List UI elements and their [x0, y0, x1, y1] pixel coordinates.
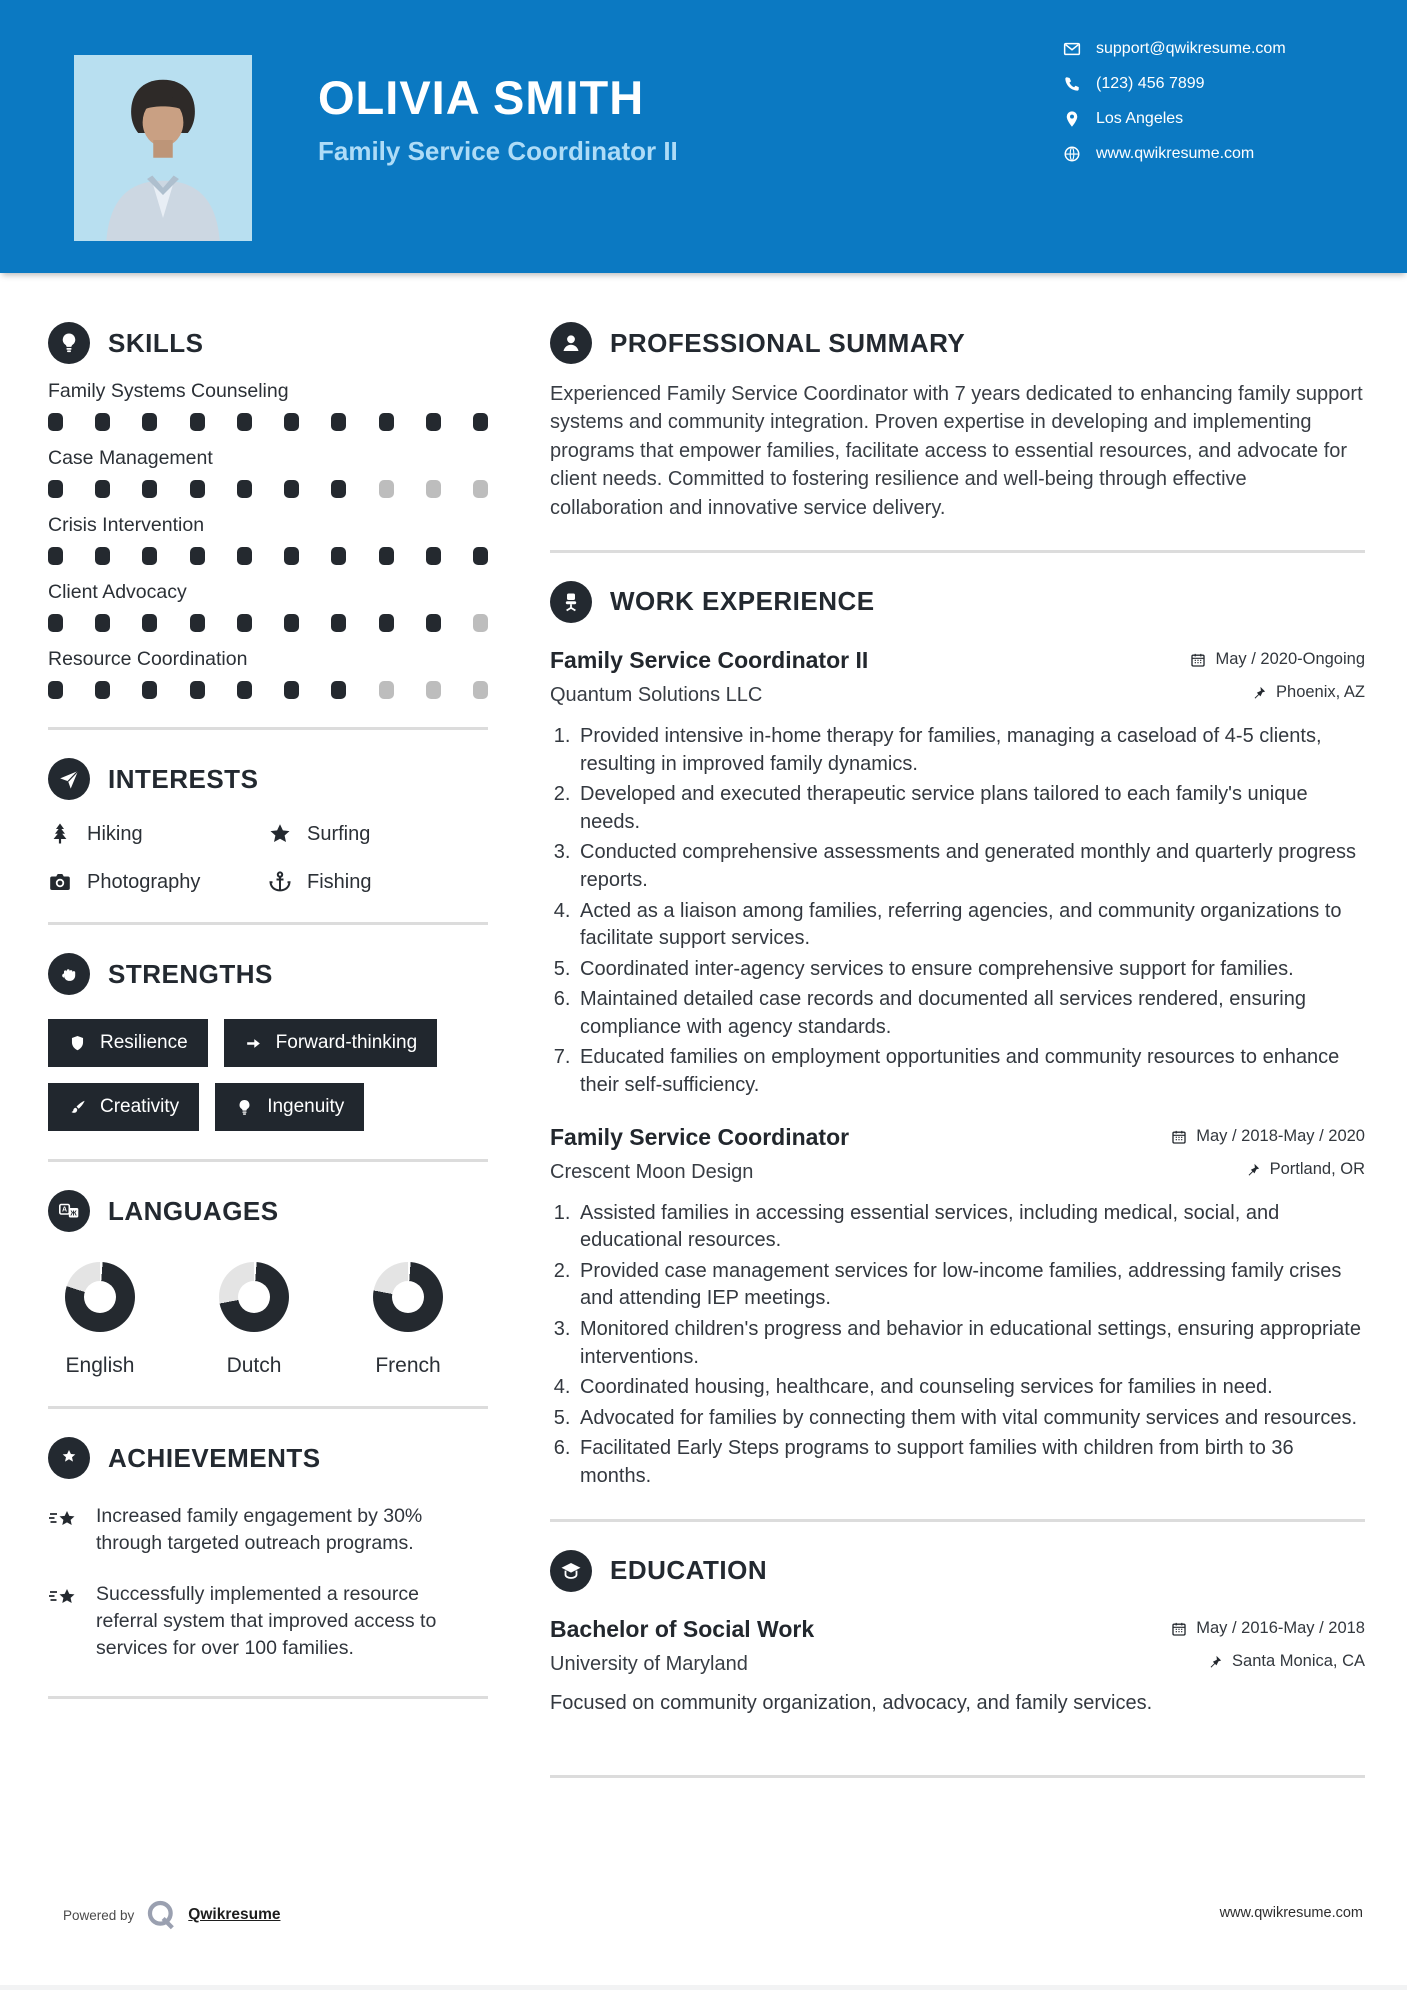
skill-dot — [331, 480, 346, 498]
contact-text: (123) 456 7899 — [1096, 75, 1205, 92]
divider — [550, 1775, 1365, 1778]
skill-dot — [190, 413, 205, 431]
divider — [48, 1696, 488, 1699]
job-header — [550, 647, 1365, 674]
strength-label: Forward-thinking — [275, 1032, 418, 1053]
graduation-cap-icon — [550, 1550, 592, 1592]
strength-chip — [48, 1083, 199, 1131]
lightbulb-icon — [235, 1098, 254, 1117]
powered-by-label: Powered by — [63, 1907, 135, 1923]
interests-grid — [48, 822, 488, 894]
skills-heading: SKILLS — [108, 327, 204, 358]
education-heading: EDUCATION — [610, 1555, 768, 1586]
globe-icon — [1063, 145, 1081, 163]
skill-dot — [48, 614, 63, 632]
strengths-heading: STRENGTHS — [108, 958, 273, 989]
skill-label: Resource Coordination — [48, 648, 248, 670]
page-bottom-edge — [0, 1985, 1407, 1990]
interest-label: Hiking — [87, 822, 143, 845]
interests-section-header — [48, 758, 488, 800]
language-donut — [373, 1262, 443, 1332]
contact-row — [1063, 75, 1286, 93]
envelope-icon — [1063, 40, 1081, 58]
calendar-icon — [1171, 1129, 1187, 1145]
skill-row — [48, 648, 488, 699]
experience-section-header — [550, 581, 1365, 623]
interest-item — [48, 822, 268, 846]
school-name: University of Maryland — [550, 1652, 748, 1675]
divider — [48, 1159, 488, 1162]
qwikresume-link[interactable]: Qwikresume — [188, 1906, 281, 1923]
skill-dot — [190, 480, 205, 498]
job-bullet: 4. Coordinated housing, healthcare, and counseling services for families in need. — [576, 1374, 1365, 1402]
summary-section-header — [550, 322, 1365, 364]
achievement-text: Increased family engagement by 30% through targeted outreach programs. — [96, 1505, 423, 1554]
q-logo-icon — [144, 1898, 178, 1932]
skill-dot — [95, 480, 110, 498]
skill-dot — [142, 614, 157, 632]
job-location — [1251, 683, 1365, 702]
fist-icon — [48, 953, 90, 995]
paintbrush-icon — [68, 1098, 87, 1117]
language-item — [202, 1262, 306, 1378]
interests-heading: INTERESTS — [108, 763, 259, 794]
skill-dot — [48, 413, 63, 431]
contact-row — [1063, 40, 1286, 58]
job-bullet: 3. Conducted comprehensive assessments and generated monthly and quarterly progress reports. — [576, 839, 1365, 894]
profile-photo — [74, 55, 252, 241]
interest-label: Surfing — [307, 822, 371, 845]
job-location — [1245, 1160, 1365, 1179]
job-bullet: 1. Provided intensive in-home therapy for families, managing a caseload of 4-5 clients, resulting in improved family dynamics. — [576, 723, 1365, 778]
contact-row — [1063, 110, 1286, 128]
divider — [48, 1406, 488, 1409]
interest-item — [268, 870, 488, 894]
job-company-row — [550, 674, 1365, 707]
job-bullet: 2. Provided case management services for low-income families, addressing family crises and attending IEP meetings. — [576, 1258, 1365, 1313]
contact-list — [1063, 40, 1286, 180]
job-dates — [1171, 1127, 1365, 1146]
summary-text: Experienced Family Service Coordinator with 7 years dedicated to enhancing family support systems and community integration. Proven expertise in developing and implementing programs that empower families, facilitate access to essential resources, and advocate for client needs. Committed to fostering resilience and well-being through effective collaboration and innovative service delivery. — [550, 383, 1363, 519]
phone-icon — [1063, 75, 1081, 93]
skill-dots — [48, 480, 488, 498]
skill-dot — [331, 413, 346, 431]
achievements-list — [48, 1503, 488, 1662]
job-header — [550, 1124, 1365, 1151]
summary-heading: PROFESSIONAL SUMMARY — [610, 327, 966, 358]
skill-dot — [237, 547, 252, 565]
job-bullets — [550, 1200, 1365, 1491]
skill-dot — [473, 413, 488, 431]
job-bullet: 5. Advocated for families by connecting them with vital community services and resources. — [576, 1405, 1365, 1433]
interest-item — [48, 870, 268, 894]
language-label: English — [65, 1354, 135, 1377]
skill-dot — [284, 413, 299, 431]
skill-dot — [95, 413, 110, 431]
skill-dots — [48, 413, 488, 431]
job-title: Family Service Coordinator II — [550, 646, 869, 673]
skill-row — [48, 581, 488, 632]
skill-dot — [426, 681, 441, 699]
job-location-text: Phoenix, AZ — [1276, 683, 1365, 702]
shield-icon — [68, 1034, 87, 1053]
divider — [550, 550, 1365, 553]
skill-dot — [48, 681, 63, 699]
right-column — [550, 316, 1365, 1806]
pushpin-icon — [1207, 1654, 1223, 1670]
language-donut — [65, 1262, 135, 1332]
skill-dot — [284, 547, 299, 565]
skill-label: Case Management — [48, 447, 213, 469]
tree-icon — [48, 822, 72, 846]
strengths-section-header — [48, 953, 488, 995]
skill-dot — [426, 547, 441, 565]
education-dates: May / 2016-May / 2018 — [1171, 1619, 1365, 1638]
achievement-item — [48, 1581, 468, 1662]
skill-dot — [379, 681, 394, 699]
job-bullet: 6. Maintained detailed case records and documented all services rendered, ensuring compliance with agency standards. — [576, 986, 1365, 1041]
job-company: Crescent Moon Design — [550, 1160, 754, 1183]
footer-site-url: www.qwikresume.com — [1219, 1905, 1363, 1921]
strength-chip — [48, 1019, 208, 1067]
skill-row — [48, 447, 488, 498]
interest-label: Photography — [87, 870, 201, 893]
job-location-text: Portland, OR — [1269, 1160, 1365, 1179]
achievements-heading: ACHIEVEMENTS — [108, 1442, 321, 1473]
languages-heading: LANGUAGES — [108, 1195, 279, 1226]
strength-chip — [215, 1083, 364, 1131]
contact-text: support@qwikresume.com — [1096, 40, 1286, 57]
skill-dot — [237, 614, 252, 632]
left-column — [48, 316, 488, 1727]
job-bullet: 5. Coordinated inter-agency services to ensure comprehensive support for families. — [576, 956, 1365, 984]
skill-dot — [379, 480, 394, 498]
skill-dot — [473, 547, 488, 565]
job-bullet: 7. Educated families on employment opportunities and community resources to enhance their self-sufficiency. — [576, 1044, 1365, 1099]
skill-dot — [237, 480, 252, 498]
skill-dot — [331, 681, 346, 699]
skill-dot — [379, 547, 394, 565]
skill-dots — [48, 547, 488, 565]
skill-dot — [473, 480, 488, 498]
skill-label: Crisis Intervention — [48, 514, 205, 536]
skill-dot — [95, 614, 110, 632]
education-section-header — [550, 1550, 1365, 1592]
skill-dot — [142, 480, 157, 498]
portrait-illustration — [74, 55, 252, 241]
skill-dot — [48, 480, 63, 498]
skill-dot — [237, 413, 252, 431]
job-bullet: 1. Assisted families in accessing essential services, including medical, social, and educational resources. — [576, 1200, 1365, 1255]
skill-dot — [426, 614, 441, 632]
header — [0, 0, 1407, 273]
strength-chip — [224, 1019, 438, 1067]
language-item — [356, 1262, 460, 1378]
calendar-icon — [1171, 1621, 1187, 1637]
skill-dot — [190, 681, 205, 699]
job-title: Family Service Coordinator — [550, 1123, 850, 1150]
achievements-section-header — [48, 1437, 488, 1479]
skill-label: Family Systems Counseling — [48, 380, 289, 402]
skill-dot — [379, 413, 394, 431]
contact-text: www.qwikresume.com — [1096, 145, 1255, 162]
skill-dot — [284, 480, 299, 498]
job-entry — [550, 1124, 1365, 1491]
skill-dot — [426, 480, 441, 498]
skill-dot — [331, 614, 346, 632]
pin-icon — [1063, 110, 1081, 128]
skill-dot — [237, 681, 252, 699]
job-entry — [550, 647, 1365, 1100]
skill-dot — [284, 614, 299, 632]
strength-label: Resilience — [100, 1032, 188, 1053]
skill-dot — [142, 413, 157, 431]
interest-label: Fishing — [307, 870, 372, 893]
svg-text:A: A — [61, 1206, 68, 1214]
strengths-chips — [48, 1019, 488, 1131]
skill-dot — [331, 547, 346, 565]
skill-dot — [142, 547, 157, 565]
skill-dot — [473, 681, 488, 699]
pushpin-icon — [1251, 685, 1267, 701]
shooting-star-icon — [48, 1583, 78, 1613]
language-label: French — [375, 1354, 441, 1377]
job-dates — [1190, 650, 1365, 669]
job-company: Quantum Solutions LLC — [550, 683, 763, 706]
contact-text: Los Angeles — [1096, 110, 1184, 127]
skill-dots — [48, 681, 488, 699]
divider — [48, 922, 488, 925]
jobs-list — [550, 647, 1365, 1491]
job-bullet: 4. Acted as a liaison among families, referring agencies, and community organizations to facilitate support services. — [576, 898, 1365, 953]
language-donut — [219, 1262, 289, 1332]
skill-label: Client Advocacy — [48, 581, 187, 603]
skill-row — [48, 380, 488, 431]
skill-dot — [142, 681, 157, 699]
camera-icon — [48, 870, 72, 894]
contact-row — [1063, 145, 1286, 163]
language-item — [48, 1262, 152, 1378]
strength-label: Ingenuity — [267, 1096, 345, 1117]
lightbulb-icon — [48, 322, 90, 364]
skill-dot — [95, 681, 110, 699]
paper-plane-icon — [48, 758, 90, 800]
job-dates-text: May / 2020-Ongoing — [1215, 650, 1365, 669]
translate-icon — [48, 1190, 90, 1232]
skills-section-header — [48, 322, 488, 364]
skill-dot — [190, 547, 205, 565]
svg-text:Ж: Ж — [70, 1210, 77, 1218]
skill-dot — [473, 614, 488, 632]
skill-row — [48, 514, 488, 565]
achievement-item — [48, 1503, 468, 1557]
pushpin-icon — [1245, 1162, 1261, 1178]
languages-section-header — [48, 1190, 488, 1232]
skill-dot — [95, 547, 110, 565]
education-location: Santa Monica, CA — [1207, 1652, 1365, 1671]
person-icon — [550, 322, 592, 364]
candidate-name: OLIVIA SMITH — [318, 71, 645, 124]
degree-title: Bachelor of Social Work — [550, 1615, 815, 1642]
shooting-star-icon — [48, 1505, 78, 1535]
skill-dot — [379, 614, 394, 632]
star-icon — [268, 822, 292, 846]
job-bullets — [550, 723, 1365, 1100]
interest-item — [268, 822, 488, 846]
education-entry — [550, 1616, 1365, 1715]
skill-dots — [48, 614, 488, 632]
job-dates-text: May / 2018-May / 2020 — [1196, 1127, 1365, 1146]
arrow-right-icon — [244, 1034, 263, 1053]
divider — [550, 1519, 1365, 1522]
job-company-row — [550, 1151, 1365, 1184]
languages-row — [48, 1262, 460, 1378]
anchor-icon — [268, 870, 292, 894]
divider — [48, 727, 488, 730]
calendar-icon — [1190, 652, 1206, 668]
job-bullet: 6. Facilitated Early Steps programs to support families with children from birth to 36 months. — [576, 1435, 1365, 1490]
skill-dot — [48, 547, 63, 565]
experience-heading: WORK EXPERIENCE — [610, 586, 875, 617]
job-bullet: 2. Developed and executed therapeutic service plans tailored to each family's unique needs. — [576, 781, 1365, 836]
strength-label: Creativity — [100, 1096, 180, 1117]
job-bullet: 3. Monitored children's progress and behavior in educational settings, ensuring appropriate interventions. — [576, 1316, 1365, 1371]
language-label: Dutch — [226, 1354, 282, 1377]
footer-left — [63, 1898, 280, 1932]
education-note: Focused on community organization, advocacy, and family services. — [550, 1691, 1153, 1714]
skill-dot — [426, 413, 441, 431]
skill-dot — [190, 614, 205, 632]
medal-star-icon — [48, 1437, 90, 1479]
skills-list — [48, 380, 488, 699]
office-chair-icon — [550, 581, 592, 623]
candidate-title: Family Service Coordinator II — [318, 136, 678, 166]
achievement-text: Successfully implemented a resource referral system that improved access to services for over 100 families. — [96, 1582, 437, 1659]
skill-dot — [284, 681, 299, 699]
